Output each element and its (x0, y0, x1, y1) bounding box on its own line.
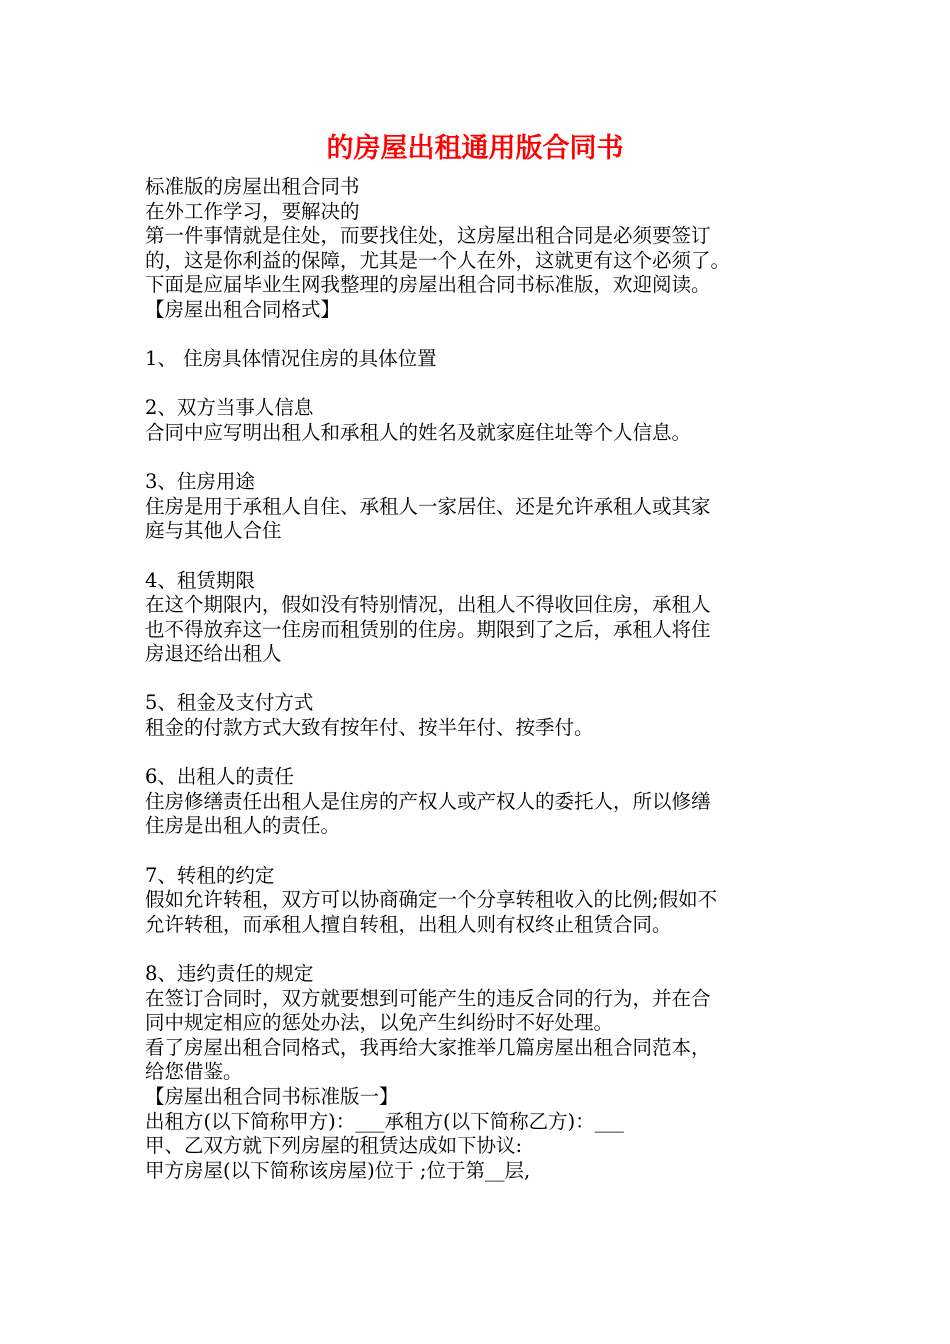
text-line: 住房是用于承租人自住、承租人一家居住、还是允许承租人或其家 (145, 494, 711, 518)
text-line: 租金的付款方式大致有按年付、按半年付、按季付。 (145, 716, 594, 740)
blank-line (145, 937, 815, 962)
text-line: 4、租赁期限 (145, 568, 255, 592)
text-line: 5、租金及支付方式 (145, 691, 314, 715)
text-line: 房退还给出租人 (145, 642, 282, 666)
text-line: 【房屋出租合同书标准版一】 (145, 1084, 399, 1108)
blank-line (145, 544, 815, 569)
blank-line (145, 741, 815, 766)
text-line: 允许转租，而承租人擅自转租，出租人则有权终止租赁合同。 (145, 912, 672, 936)
text-line: 同中规定相应的惩处办法，以免产生纠纷时不好处理。 (145, 1011, 614, 1035)
text-line: 也不得放弃这一住房而租赁别的住房。期限到了之后，承租人将住 (145, 617, 711, 641)
text-line: 在签订合同时，双方就要想到可能产生的违反合同的行为，并在合 (145, 986, 711, 1010)
text-line: 7、转租的约定 (145, 863, 275, 887)
text-line: 【房屋出租合同格式】 (145, 297, 341, 321)
blank-line (145, 839, 815, 864)
text-line: 下面是应届毕业生网我整理的房屋出租合同书标准版，欢迎阅读。 (145, 273, 711, 297)
text-line: 甲、乙双方就下列房屋的租赁达成如下协议: (145, 1134, 523, 1158)
text-line: 6、出租人的责任 (145, 765, 294, 789)
text-line: 2、双方当事人信息 (145, 396, 314, 420)
text-line: 出租方(以下简称甲方)：___承租方(以下简称乙方)：___ (145, 1109, 624, 1133)
text-line: 给您借鉴。 (145, 1060, 243, 1084)
text-line: 的，这是你利益的保障，尤其是一个人在外，这就更有这个必须了。 (145, 248, 731, 272)
text-line: 假如允许转租，双方可以协商确定一个分享转租收入的比例;假如不 (145, 888, 718, 912)
text-line: 第一件事情就是住处，而要找住处，这房屋出租合同是必须要签订 (145, 224, 711, 248)
text-line: 3、住房用途 (145, 470, 255, 494)
blank-line (145, 667, 815, 692)
text-line: 看了房屋出租合同格式，我再给大家推举几篇房屋出租合同范本， (145, 1035, 711, 1059)
text-line: 庭与其他人合住 (145, 519, 282, 543)
blank-line (145, 446, 815, 471)
text-line: 1、 住房具体情况住房的具体位置 (145, 347, 437, 371)
text-line: 在这个期限内，假如没有特别情况，出租人不得收回住房，承租人 (145, 593, 711, 617)
text-line: 标准版的房屋出租合同书 (145, 175, 360, 198)
text-line: 住房是出租人的责任。 (145, 814, 341, 838)
text-line: 住房修缮责任出租人是住房的产权人或产权人的委托人，所以修缮 (145, 789, 711, 813)
text-line: 甲方房屋(以下简称该房屋)位于 ;位于第__层, (145, 1158, 531, 1182)
text-line: 在外工作学习，要解决的 (145, 199, 360, 223)
text-line: 合同中应写明出租人和承租人的姓名及就家庭住址等个人信息。 (145, 420, 692, 444)
blank-line (145, 323, 815, 348)
blank-line (145, 372, 815, 397)
text-line: 8、违约责任的规定 (145, 962, 314, 985)
document-title: 的房屋出租通用版合同书 (326, 133, 624, 164)
document-body (145, 175, 815, 1183)
